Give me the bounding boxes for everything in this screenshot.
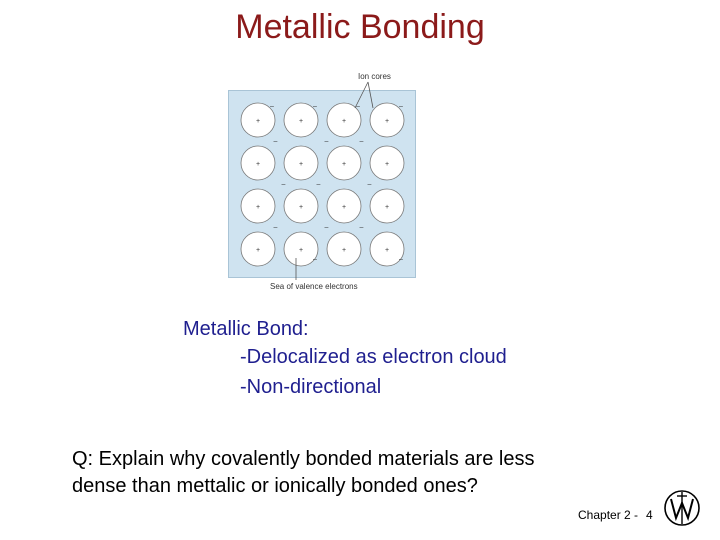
ion-charge: + (384, 247, 390, 254)
valence-electron: – (316, 181, 321, 189)
ion-charge: + (255, 204, 261, 211)
valence-electron: – (399, 256, 403, 263)
valence-electron: – (367, 181, 372, 189)
slide-title: Metallic Bonding (235, 8, 485, 46)
ion-charge: + (298, 161, 304, 168)
valence-electron: – (324, 138, 329, 146)
ion-charge: + (384, 161, 390, 168)
valence-electron: – (359, 224, 364, 232)
ion-charge: + (255, 247, 261, 254)
metallic-bond-heading: Metallic Bond: (183, 318, 309, 340)
question-line-1: Q: Explain why covalently bonded materials are less (72, 448, 535, 470)
valence-electron: – (281, 181, 286, 189)
wiley-logo-icon (662, 488, 702, 528)
bond-point-nondirectional: -Non-directional (240, 376, 382, 398)
valence-electrons-label: Sea of valence electrons (270, 282, 358, 291)
ion-charge: + (341, 247, 347, 254)
ion-charge: + (255, 118, 261, 125)
ion-cores-label: Ion cores (358, 72, 391, 81)
ion-charge: + (384, 204, 390, 211)
ion-charge: + (255, 161, 261, 168)
page-number: 4 (646, 508, 653, 522)
valence-electron: – (313, 103, 317, 110)
ion-charge: + (341, 204, 347, 211)
ion-charge: + (341, 118, 347, 125)
valence-electron: – (273, 224, 278, 232)
metallic-bond-diagram (228, 68, 418, 296)
ion-charge: + (341, 161, 347, 168)
bond-point-delocalized: -Delocalized as electron cloud (240, 346, 507, 368)
ion-charge: + (298, 204, 304, 211)
question (72, 446, 534, 500)
ion-charge: + (298, 247, 304, 254)
question-line-2: dense than mettalic or ionically bonded ones? (72, 475, 478, 497)
ion-charge: + (384, 118, 390, 125)
ion-charge: + (298, 118, 304, 125)
valence-electron: – (324, 224, 329, 232)
valence-electron: – (273, 138, 278, 146)
chapter-label: Chapter 2 - (578, 508, 639, 522)
valence-electron: – (270, 103, 274, 110)
valence-electron: – (399, 103, 403, 110)
valence-electron: – (356, 103, 360, 110)
valence-electron: – (313, 256, 317, 263)
pointer-arrows (228, 68, 418, 296)
valence-electron: – (359, 138, 364, 146)
